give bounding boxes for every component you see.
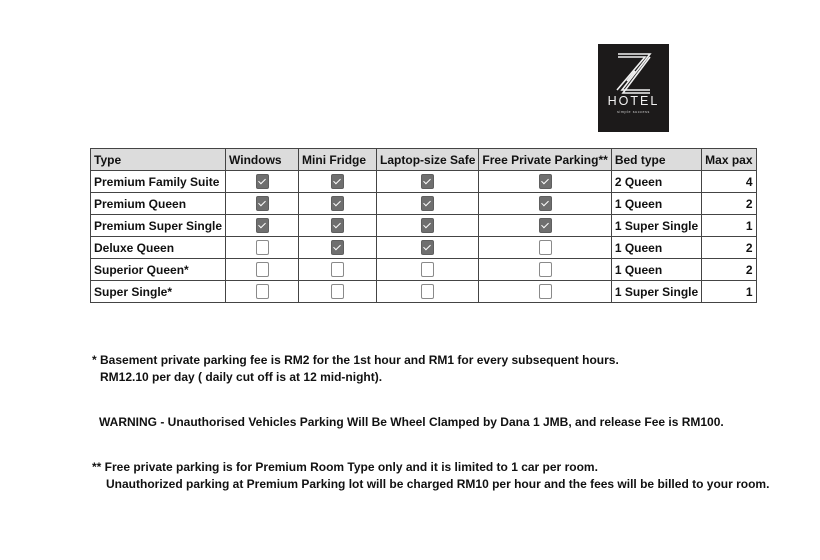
table-row (91, 281, 757, 303)
max-pax: 1 (702, 215, 756, 237)
warning-note: WARNING - Unauthorised Vehicles Parking Will Be Wheel Clamped by Dana 1 JMB, and release Fee is RM100. (99, 415, 724, 429)
free-parking-cell (479, 281, 611, 303)
windows-cell (226, 237, 299, 259)
room-amenities-table (90, 148, 757, 303)
room-type: Deluxe Queen (91, 237, 226, 259)
max-pax: 2 (702, 193, 756, 215)
room-type: Super Single* (91, 281, 226, 303)
mini-fridge-cell (299, 171, 377, 193)
bed-type: 1 Super Single (611, 281, 701, 303)
bed-type: 1 Queen (611, 259, 701, 281)
basement-note-line2: RM12.10 per day ( daily cut off is at 12 mid-night). (100, 370, 383, 384)
z-logo-icon (614, 50, 654, 94)
table-row (91, 259, 757, 281)
bed-type: 1 Queen (611, 193, 701, 215)
room-type: Superior Queen* (91, 259, 226, 281)
header-max-pax: Max pax (702, 149, 756, 171)
free-parking-note-line2: Unauthorized parking at Premium Parking lot will be charged RM10 per hour and the fees will be billed to your room. (106, 477, 770, 491)
logo-word: HOTEL (607, 94, 660, 108)
windows-cell (226, 193, 299, 215)
unchecked-checkbox-icon (421, 284, 434, 299)
room-type: Premium Queen (91, 193, 226, 215)
unchecked-checkbox-icon (539, 284, 552, 299)
windows-cell (226, 259, 299, 281)
free-parking-note-line1: ** Free private parking is for Premium Room Type only and it is limited to 1 car per room. (92, 460, 598, 474)
unchecked-checkbox-icon (331, 284, 344, 299)
table-body (91, 171, 757, 303)
unchecked-checkbox-icon (256, 262, 269, 277)
bed-type: 2 Queen (611, 171, 701, 193)
checked-checkbox-icon (421, 174, 434, 189)
unchecked-checkbox-icon (539, 240, 552, 255)
unchecked-checkbox-icon (421, 262, 434, 277)
logo-tagline: simple success (617, 110, 650, 114)
laptop-safe-cell (377, 259, 479, 281)
hotel-logo (598, 44, 669, 132)
mini-fridge-cell (299, 281, 377, 303)
bed-type: 1 Queen (611, 237, 701, 259)
unchecked-checkbox-icon (256, 240, 269, 255)
max-pax: 2 (702, 259, 756, 281)
checked-checkbox-icon (539, 196, 552, 211)
checked-checkbox-icon (421, 196, 434, 211)
checked-checkbox-icon (256, 196, 269, 211)
laptop-safe-cell (377, 171, 479, 193)
table-header-row (91, 149, 757, 171)
free-parking-cell (479, 259, 611, 281)
free-parking-cell (479, 215, 611, 237)
checked-checkbox-icon (331, 196, 344, 211)
free-parking-cell (479, 237, 611, 259)
header-mini-fridge: Mini Fridge (299, 149, 377, 171)
header-windows: Windows (226, 149, 299, 171)
room-type: Premium Family Suite (91, 171, 226, 193)
checked-checkbox-icon (539, 218, 552, 233)
windows-cell (226, 281, 299, 303)
mini-fridge-cell (299, 237, 377, 259)
checked-checkbox-icon (256, 174, 269, 189)
checked-checkbox-icon (421, 218, 434, 233)
windows-cell (226, 215, 299, 237)
unchecked-checkbox-icon (331, 262, 344, 277)
mini-fridge-cell (299, 193, 377, 215)
header-type: Type (91, 149, 226, 171)
laptop-safe-cell (377, 215, 479, 237)
table-row (91, 215, 757, 237)
header-bed-type: Bed type (611, 149, 701, 171)
table-row (91, 171, 757, 193)
unchecked-checkbox-icon (256, 284, 269, 299)
checked-checkbox-icon (539, 174, 552, 189)
checked-checkbox-icon (331, 174, 344, 189)
header-laptop-safe: Laptop-size Safe (377, 149, 479, 171)
checked-checkbox-icon (256, 218, 269, 233)
checked-checkbox-icon (421, 240, 434, 255)
max-pax: 2 (702, 237, 756, 259)
checked-checkbox-icon (331, 218, 344, 233)
mini-fridge-cell (299, 215, 377, 237)
max-pax: 1 (702, 281, 756, 303)
free-parking-note (92, 459, 769, 493)
room-type: Premium Super Single (91, 215, 226, 237)
mini-fridge-cell (299, 259, 377, 281)
free-parking-cell (479, 193, 611, 215)
max-pax: 4 (702, 171, 756, 193)
windows-cell (226, 171, 299, 193)
laptop-safe-cell (377, 281, 479, 303)
checked-checkbox-icon (331, 240, 344, 255)
header-free-parking: Free Private Parking** (479, 149, 611, 171)
table-row (91, 193, 757, 215)
table-row (91, 237, 757, 259)
bed-type: 1 Super Single (611, 215, 701, 237)
laptop-safe-cell (377, 237, 479, 259)
basement-parking-note (92, 352, 619, 386)
free-parking-cell (479, 171, 611, 193)
unchecked-checkbox-icon (539, 262, 552, 277)
basement-note-line1: * Basement private parking fee is RM2 for the 1st hour and RM1 for every subsequent hours. (92, 353, 619, 367)
laptop-safe-cell (377, 193, 479, 215)
